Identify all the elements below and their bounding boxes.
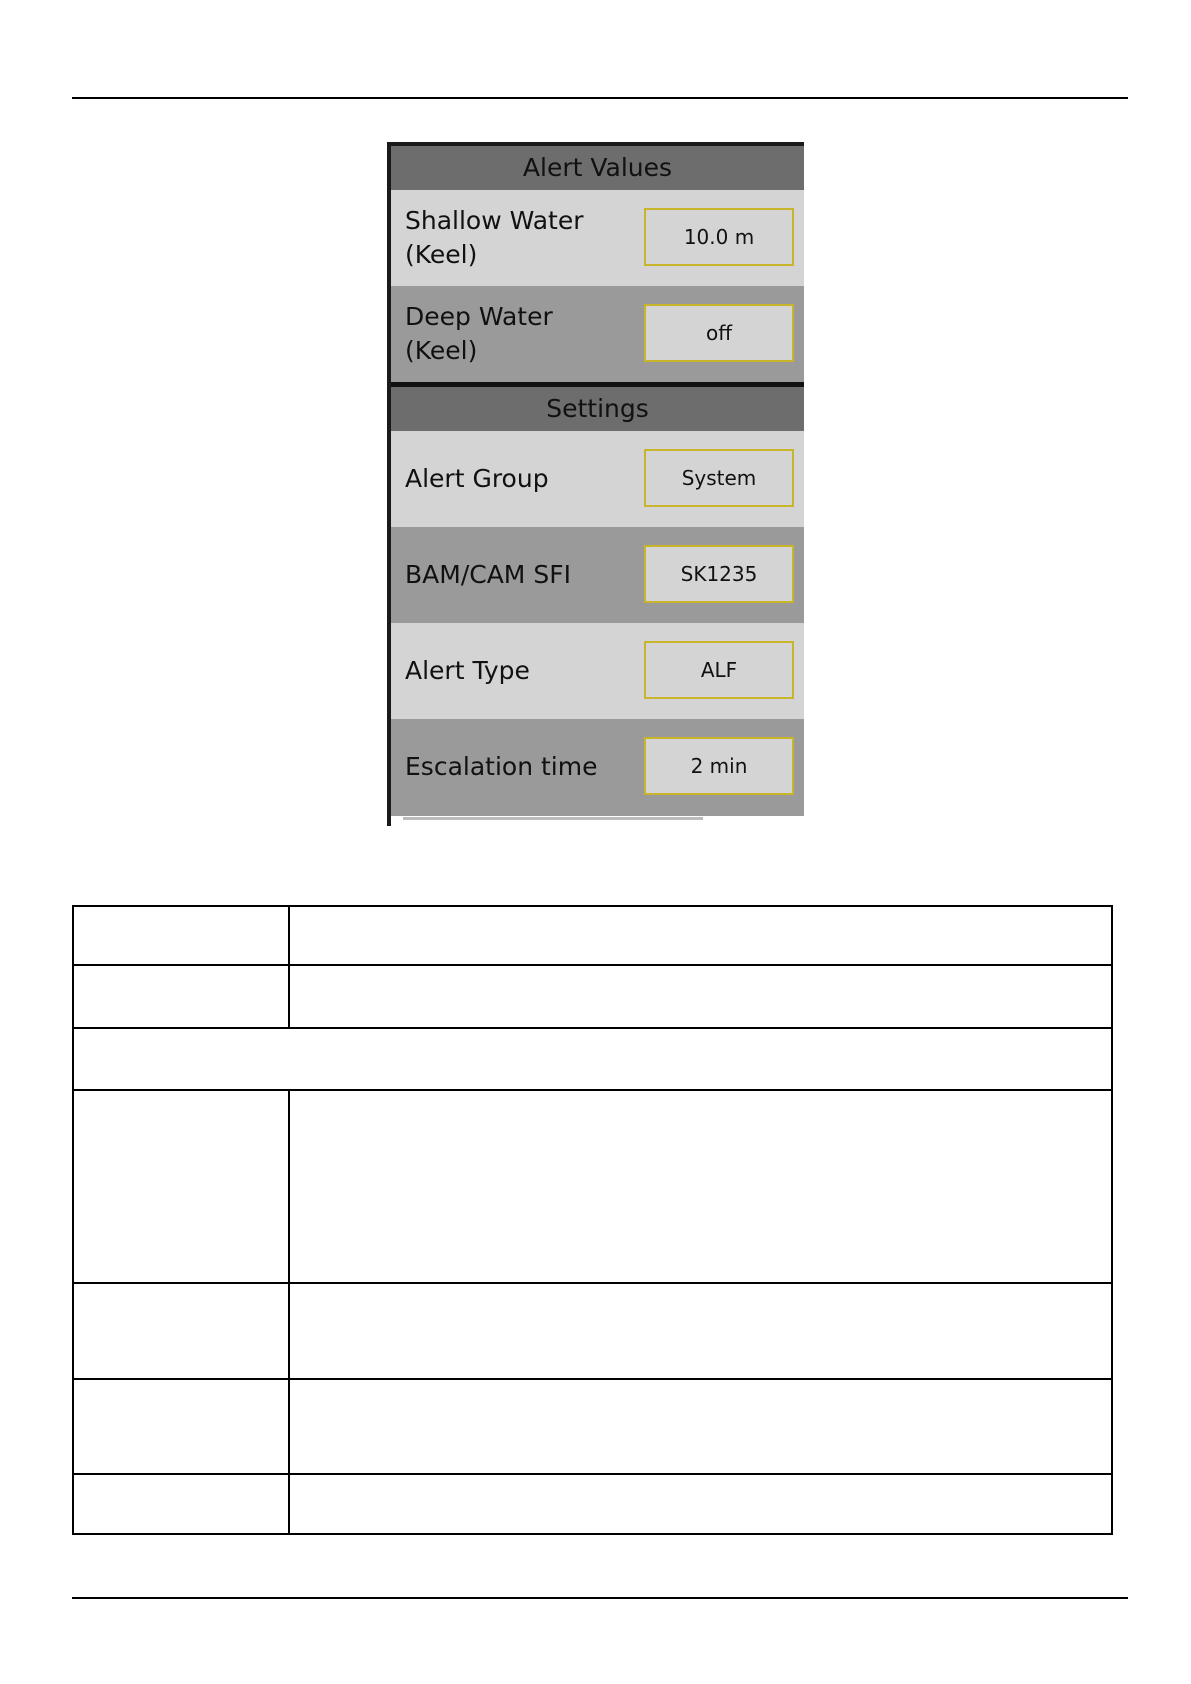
- table-cell: [73, 1283, 289, 1379]
- empty-table: [72, 905, 1113, 1535]
- table-cell: [289, 1474, 1112, 1534]
- alert-group-label: Alert Group: [405, 464, 549, 493]
- table-row: [73, 1028, 1112, 1090]
- alert-type-value-field[interactable]: ALF: [644, 641, 794, 699]
- table-cell: [289, 1283, 1112, 1379]
- alert-group-value-field[interactable]: System: [644, 449, 794, 507]
- footer-rule: [72, 1597, 1128, 1599]
- table-cell-full-width: [73, 1028, 1112, 1090]
- bam-cam-sfi-value-field[interactable]: SK1235: [644, 545, 794, 603]
- table-row: [73, 965, 1112, 1028]
- table-cell: [73, 1474, 289, 1534]
- shallow-water-label: Shallow Water (Keel): [405, 206, 584, 269]
- settings-header: Settings: [391, 387, 804, 431]
- alert-type-label: Alert Type: [405, 656, 530, 685]
- escalation-time-value-field[interactable]: 2 min: [644, 737, 794, 795]
- table-row: [73, 1474, 1112, 1534]
- table-row: [73, 1379, 1112, 1474]
- deep-water-row[interactable]: [391, 286, 804, 382]
- alert-type-row[interactable]: [391, 623, 804, 719]
- cropped-text-remnant: [403, 817, 703, 820]
- bam-cam-sfi-label: BAM/CAM SFI: [405, 560, 571, 589]
- table-cell: [289, 906, 1112, 965]
- table-row: [73, 1283, 1112, 1379]
- table-cell: [73, 1379, 289, 1474]
- table-cell: [73, 965, 289, 1028]
- escalation-time-row[interactable]: [391, 719, 804, 815]
- header-rule: [72, 97, 1128, 99]
- table-cell: [289, 1379, 1112, 1474]
- cropped-edge: [391, 816, 804, 826]
- table-cell: [73, 906, 289, 965]
- table-cell: [73, 1090, 289, 1283]
- table-cell: [289, 1090, 1112, 1283]
- table-cell: [289, 965, 1112, 1028]
- alert-values-header: Alert Values: [391, 146, 804, 190]
- shallow-water-row[interactable]: [391, 190, 804, 286]
- table-row: [73, 906, 1112, 965]
- table-row: [73, 1090, 1112, 1283]
- alert-group-row[interactable]: [391, 431, 804, 527]
- deep-water-value-field[interactable]: off: [644, 304, 794, 362]
- shallow-water-value-field[interactable]: 10.0 m: [644, 208, 794, 266]
- alert-settings-panel: [387, 142, 804, 826]
- bam-cam-sfi-row[interactable]: [391, 527, 804, 623]
- deep-water-label: Deep Water (Keel): [405, 302, 553, 365]
- escalation-time-label: Escalation time: [405, 752, 598, 781]
